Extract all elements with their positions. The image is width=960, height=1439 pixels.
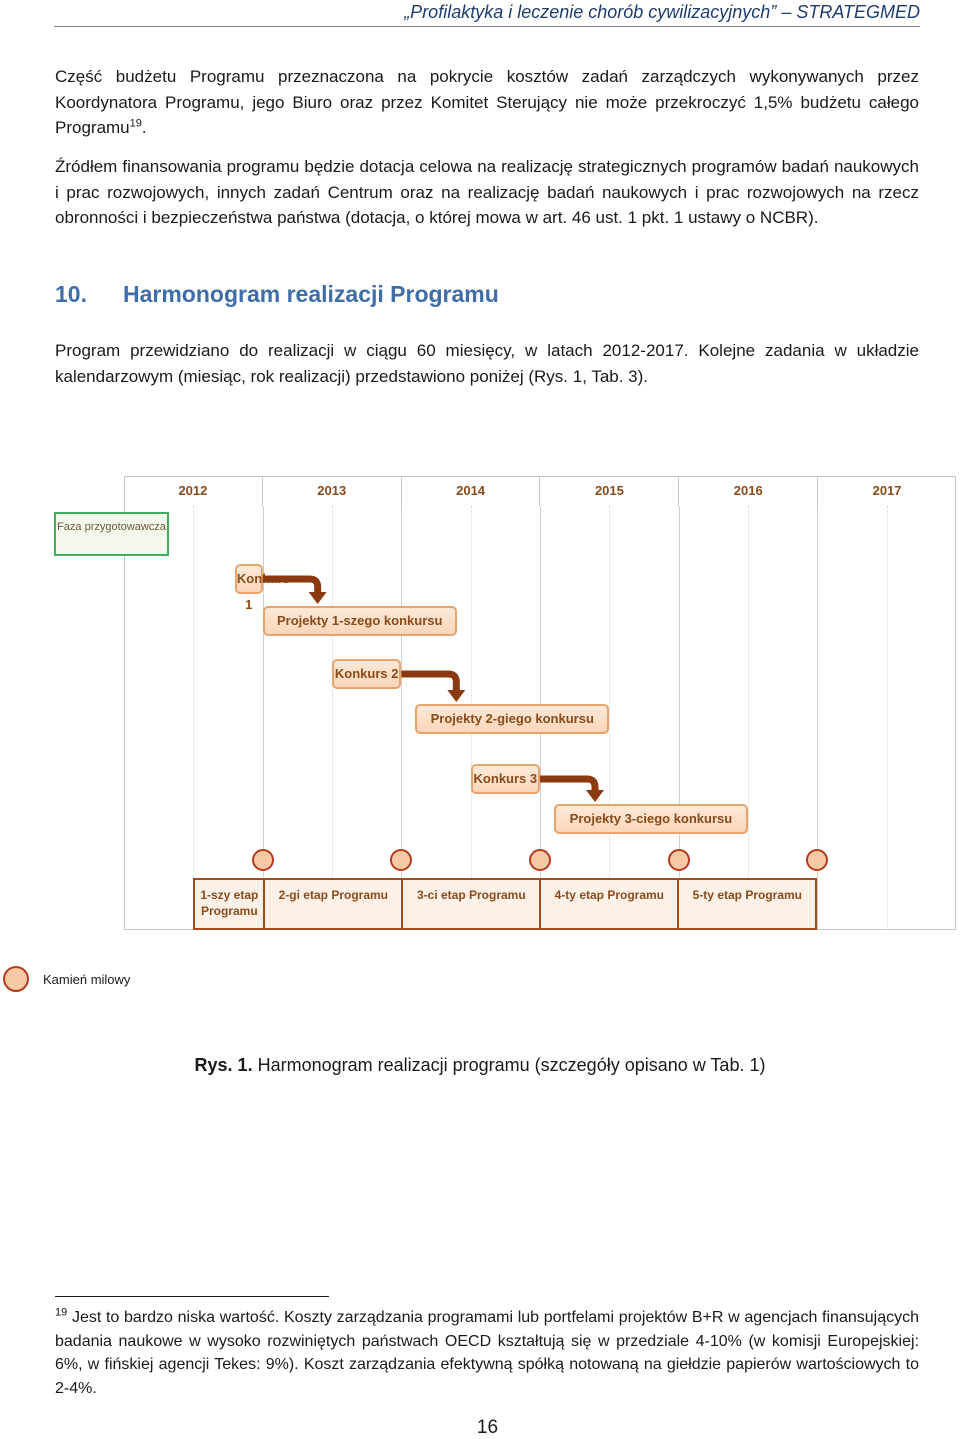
year-label: 2017 [872, 483, 902, 498]
page-number: 16 [476, 1417, 499, 1438]
task-bar: Konkurs 1 [235, 564, 263, 594]
caption-label: Rys. 1. [194, 1055, 253, 1075]
footnote-number: 19 [55, 1306, 68, 1319]
paragraph-budget-text: Część budżetu Programu przeznaczona na pokrycie kosztów zadań zarządczych wykonywanych przez Koordynatora Programu, jego Biuro oraz przez Komitet Sterujący nie może przekroczyć 1,5% budżetu całego Programu [55, 67, 919, 137]
phase-box: Faza przygotowawcza [54, 512, 169, 556]
page-header [54, 0, 920, 27]
header-title: „Profilaktyka i leczenie chorób cywilizacyjnych” – STRATEGMED [404, 2, 920, 22]
task-bar: Konkurs 2 [332, 659, 401, 689]
footnote [55, 1306, 919, 1400]
footnote-ref[interactable]: 19 [129, 117, 142, 130]
task-bar: Projekty 1-szego konkursu [263, 606, 457, 636]
dependency-arrow [401, 674, 456, 692]
paragraph-budget [55, 64, 919, 141]
task-bar: Konkurs 3 [471, 764, 540, 794]
milestone-marker [668, 849, 690, 871]
arrow-head [309, 592, 327, 604]
arrow-head [447, 690, 465, 702]
milestone-legend-icon [3, 966, 29, 992]
paragraph-schedule: Program przewidziano do realizacji w ciągu 60 miesięcy, w latach 2012-2017. Kolejne zadania w układzie kalendarzowym (miesiąc, rok realizacji) przedstawiono poniżej (Rys. 1, Tab. 3). [55, 341, 919, 386]
stage-cell: 5-ty etap Programu [677, 880, 817, 928]
milestone-legend-label: Kamień milowy [43, 972, 131, 987]
stage-cell: 3-ci etap Programu [401, 880, 539, 928]
milestone-marker [529, 849, 551, 871]
section-heading [55, 280, 499, 308]
task-bar: Projekty 3-ciego konkursu [554, 804, 748, 834]
section-number: 10. [55, 281, 87, 307]
year-label: 2013 [263, 476, 402, 506]
stage-cell: 4-ty etap Programu [539, 880, 677, 928]
milestone-marker [252, 849, 274, 871]
paragraph-budget-end: . [141, 118, 147, 137]
year-label: 2015 [540, 476, 679, 506]
task-bar: Projekty 2-giego konkursu [415, 704, 609, 734]
arrow-head [586, 790, 604, 802]
caption-text: Harmonogram realizacji programu (szczegóły opisano w Tab. 1) [252, 1055, 766, 1075]
year-label: 2012 [124, 476, 263, 506]
section-title: Harmonogram realizacji Programu [123, 281, 499, 307]
stage-cell: 1-szy etap Programu [193, 880, 263, 928]
year-label: 2014 [402, 476, 541, 506]
year-label: 2016 [679, 476, 818, 506]
stage-row [193, 878, 817, 930]
dependency-arrow [263, 579, 318, 594]
footnote-text: Jest to bardzo niska wartość. Koszty zarządzania programami lub portfelami projektów B+R w agencjach finansujących badania naukowe w wysoko rozwiniętych państwach OECD kształtują się w przedziale 4-10% (w komisji Europejskiej: 6%, w fińskiej agencji Tekes: 9%). Koszt zarządzania efektywną spółką notowaną na giełdzie papierów wartościowych to 2-4%. [55, 1309, 919, 1397]
footnote-divider [55, 1296, 329, 1297]
paragraph-funding: Źródłem finansowania programu będzie dotacja celowa na realizację strategicznych programów badań naukowych i prac rozwojowych, innych zadań Centrum oraz na realizację badań naukowych i prac rozwojowych na rzecz obronności i bezpieczeństwa państwa (dotacja, o której mowa w art. 46 ust. 1 pkt. 1 ustawy o NCBR). [55, 157, 919, 227]
figure-caption [0, 1055, 960, 1076]
stage-cell: 2-gi etap Programu [263, 880, 401, 928]
gantt-chart [0, 470, 960, 1000]
